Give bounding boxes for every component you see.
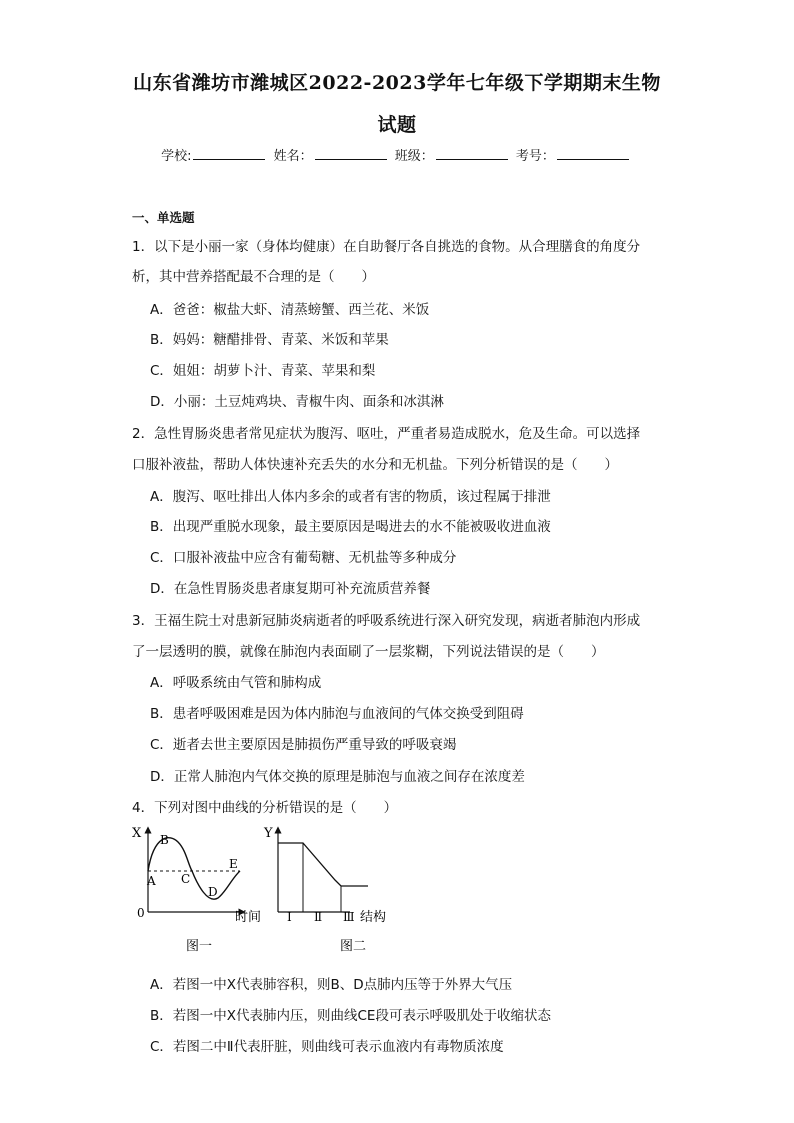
fig2-tick-1: Ⅰ (287, 910, 292, 924)
q4-option-b[interactable]: B．若图一中X代表肺内压，则曲线CE段可表示呼吸肌处于收缩状态 (150, 1008, 551, 1024)
section-heading: 一、单选题 (132, 210, 195, 225)
class-blank[interactable] (436, 147, 508, 160)
q4-figures (128, 820, 408, 960)
doc-title-line2: 试题 (377, 114, 417, 136)
student-info-row (0, 145, 794, 164)
fig2-y-label: Y (264, 826, 273, 841)
fig1-y-label: X (132, 826, 142, 841)
q3-option-a[interactable]: A．呼吸系统由气管和肺构成 (150, 675, 322, 691)
q1-stem-line2: 析，其中营养搭配最不合理的是（ ） (132, 269, 375, 285)
fig2-caption: 图二 (340, 939, 367, 954)
q1-option-a[interactable]: A．爸爸：椒盐大虾、清蒸螃蟹、西兰花、米饭 (150, 302, 430, 318)
school-blank[interactable] (193, 147, 265, 160)
fig2-tick-2: Ⅱ (314, 910, 323, 924)
fig2-curve (278, 843, 368, 886)
q4-option-a[interactable]: A．若图一中X代表肺容积，则B、D点肺内压等于外界大气压 (150, 977, 513, 993)
q2-stem-line1: 2．急性胃肠炎患者常见症状为腹泻、呕吐，严重者易造成脱水，危及生命。可以选择 (132, 426, 641, 442)
name-label: 姓名： (273, 149, 313, 164)
fig1-point-c: C (181, 872, 191, 886)
q3-option-c[interactable]: C．逝者去世主要原因是肺损伤严重导致的呼吸衰竭 (150, 737, 457, 753)
q3-stem-line1: 3．王福生院士对患新冠肺炎病逝者的呼吸系统进行深入研究发现，病逝者肺泡内形成 (132, 613, 641, 629)
q2-option-d[interactable]: D．在急性胃肠炎患者康复期可补充流质营养餐 (150, 581, 431, 597)
q1-option-d[interactable]: D．小丽：土豆炖鸡块、青椒牛肉、面条和冰淇淋 (150, 394, 444, 410)
fig1-point-a: A (147, 874, 156, 888)
fig1-point-d: D (208, 885, 218, 899)
fig2-tick-3: Ⅲ (343, 910, 355, 924)
exam-number-label: 考号： (515, 149, 555, 164)
exam-number-blank[interactable] (557, 147, 629, 160)
fig1-x-label: 时间 (235, 910, 262, 925)
figure-one (132, 826, 261, 954)
q4-stem: 4．下列对图中曲线的分析错误的是（ ） (132, 800, 398, 816)
doc-title-line1: 山东省潍坊市潍城区2022-2023学年七年级下学期期末生物 (133, 72, 661, 94)
q2-option-c[interactable]: C．口服补液盐中应含有葡萄糖、无机盐等多种成分 (150, 550, 457, 566)
class-label: 班级： (394, 149, 434, 164)
figure-two (263, 826, 386, 954)
q2-stem-line2: 口服补液盐，帮助人体快速补充丢失的水分和无机盐。下列分析错误的是（ ） (132, 457, 618, 473)
q3-stem-line2: 了一层透明的膜，就像在肺泡内表面刷了一层浆糊，下列说法错误的是（ ） (132, 644, 605, 660)
fig2-x-label: 结构 (360, 910, 387, 925)
q2-option-a[interactable]: A．腹泻、呕吐排出人体内多余的或者有害的物质，该过程属于排泄 (150, 489, 551, 505)
q1-option-c[interactable]: C．姐姐：胡萝卜汁、青菜、苹果和梨 (150, 363, 376, 379)
name-blank[interactable] (315, 147, 387, 160)
fig1-caption: 图一 (186, 939, 213, 954)
q3-option-d[interactable]: D．正常人肺泡内气体交换的原理是肺泡与血液之间存在浓度差 (150, 769, 525, 785)
q1-option-b[interactable]: B．妈妈：糖醋排骨、青菜、米饭和苹果 (150, 332, 389, 348)
q4-option-c[interactable]: C．若图二中Ⅱ代表肝脏，则曲线可表示血液内有毒物质浓度 (150, 1039, 504, 1055)
fig1-point-e: E (229, 857, 238, 871)
school-label: 学校: (161, 149, 192, 164)
q2-option-b[interactable]: B．出现严重脱水现象，最主要原因是喝进去的水不能被吸收进血液 (150, 519, 551, 535)
fig1-origin-label: 0 (137, 906, 145, 920)
q3-option-b[interactable]: B．患者呼吸困难是因为体内肺泡与血液间的气体交换受到阻碍 (150, 706, 524, 722)
fig1-point-b: B (160, 833, 169, 847)
q1-stem-line1: 1．以下是小丽一家（身体均健康）在自助餐厅各自挑选的食物。从合理膳食的角度分 (132, 239, 641, 255)
